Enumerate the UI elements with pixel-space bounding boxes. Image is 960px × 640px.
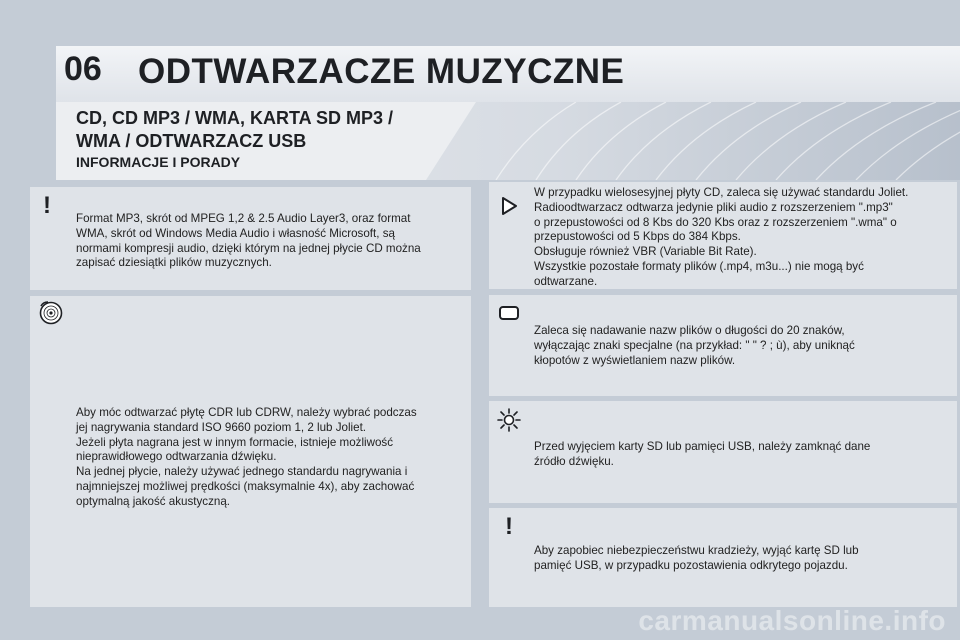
text-line: W przypadku wielosesyjnej płyty CD, zaleca się używać standardu Joliet. (534, 186, 909, 199)
section-label: INFORMACJE I PORADY (76, 154, 241, 170)
text-line: wyłączając znaki specjalne (na przykład: " " ? ; ù), aby uniknąć (534, 338, 855, 352)
text-line: źródło dźwięku. (534, 454, 614, 468)
text-line: Aby móc odtwarzać płytę CDR lub CDRW, należy wybrać podczas (76, 406, 417, 419)
panel-cdr-text (76, 406, 417, 510)
text-line: Przed wyjęciem karty SD lub pamięci USB, należy zamknąć dane (534, 440, 871, 453)
exclamation-icon: ! (505, 513, 513, 540)
panel-multisession-text (534, 186, 908, 290)
play-icon (496, 193, 522, 219)
text-line: o przepustowości od 8 Kbs do 320 Kbs oraz z rozszerzeniem ".wma" o (534, 215, 897, 229)
subtitle-line-1: CD, CD MP3 / WMA, KARTA SD MP3 / (76, 108, 394, 128)
text-line: nieprawidłowego odtwarzania dźwięku. (76, 450, 277, 464)
text-line: Aby zapobiec niebezpieczeństwu kradzieży, wyjąć kartę SD lub (534, 544, 859, 557)
text-line: Jeżeli płyta nagrana jest w innym formacie, istnieje możliwość (76, 435, 394, 449)
light-icon (496, 407, 522, 433)
text-line: WMA, skrót od Windows Media Audio i własność Microsoft, są (76, 226, 395, 240)
text-line: pamięć USB, w przypadku pozostawienia odkrytego pojazdu. (534, 558, 848, 572)
text-line: Zaleca się nadawanie nazw plików o długości do 20 znaków, (534, 324, 845, 337)
text-line: najmniejszej możliwej prędkości (maksymalnie 4x), aby zachować (76, 479, 415, 493)
text-line: odtwarzane. (534, 274, 598, 288)
screen-icon (496, 300, 522, 326)
text-line: przepustowości od 5 Kbps do 384 Kbps. (534, 230, 741, 244)
panel-mp3-wma-text (76, 212, 421, 271)
text-line: normami kompresji audio, dzięki którym na jednej płycie CD można (76, 241, 421, 255)
panel-theft-warning-text (534, 544, 859, 574)
text-line: optymalną jakość akustyczną. (76, 494, 231, 508)
disc-icon (38, 300, 64, 326)
watermark: carmanualsonline.info (638, 605, 946, 636)
text-line: jej nagrywania standard ISO 9660 poziom 1, 2 lub Joliet. (76, 420, 367, 434)
text-line: zapisać dziesiątki plików muzycznych. (76, 256, 272, 270)
exclamation-icon: ! (43, 192, 51, 219)
panel-file-names-text (534, 324, 855, 368)
text-line: Format MP3, skrót od MPEG 1,2 & 2.5 Audio Layer3, oraz format (76, 212, 411, 225)
subtitle-line-2: WMA / ODTWARZACZ USB (76, 131, 307, 151)
text-line: Radioodtwarzacz odtwarza jedynie pliki audio z rozszerzeniem ".mp3" (534, 200, 893, 214)
text-line: Obsługuje również VBR (Variable Bit Rate). (534, 245, 757, 259)
panel-remove-sd-usb-text (534, 440, 870, 470)
text-line: kłopotów z wyświetlaniem nazw plików. (534, 353, 736, 367)
chapter-number: 06 (64, 50, 102, 88)
page-title: ODTWARZACZE MUZYCZNE (138, 52, 625, 91)
text-line: Wszystkie pozostałe formaty plików (.mp4, m3u...) nie mogą być (534, 259, 864, 273)
text-line: Na jednej płycie, należy używać jednego standardu nagrywania i (76, 465, 408, 479)
